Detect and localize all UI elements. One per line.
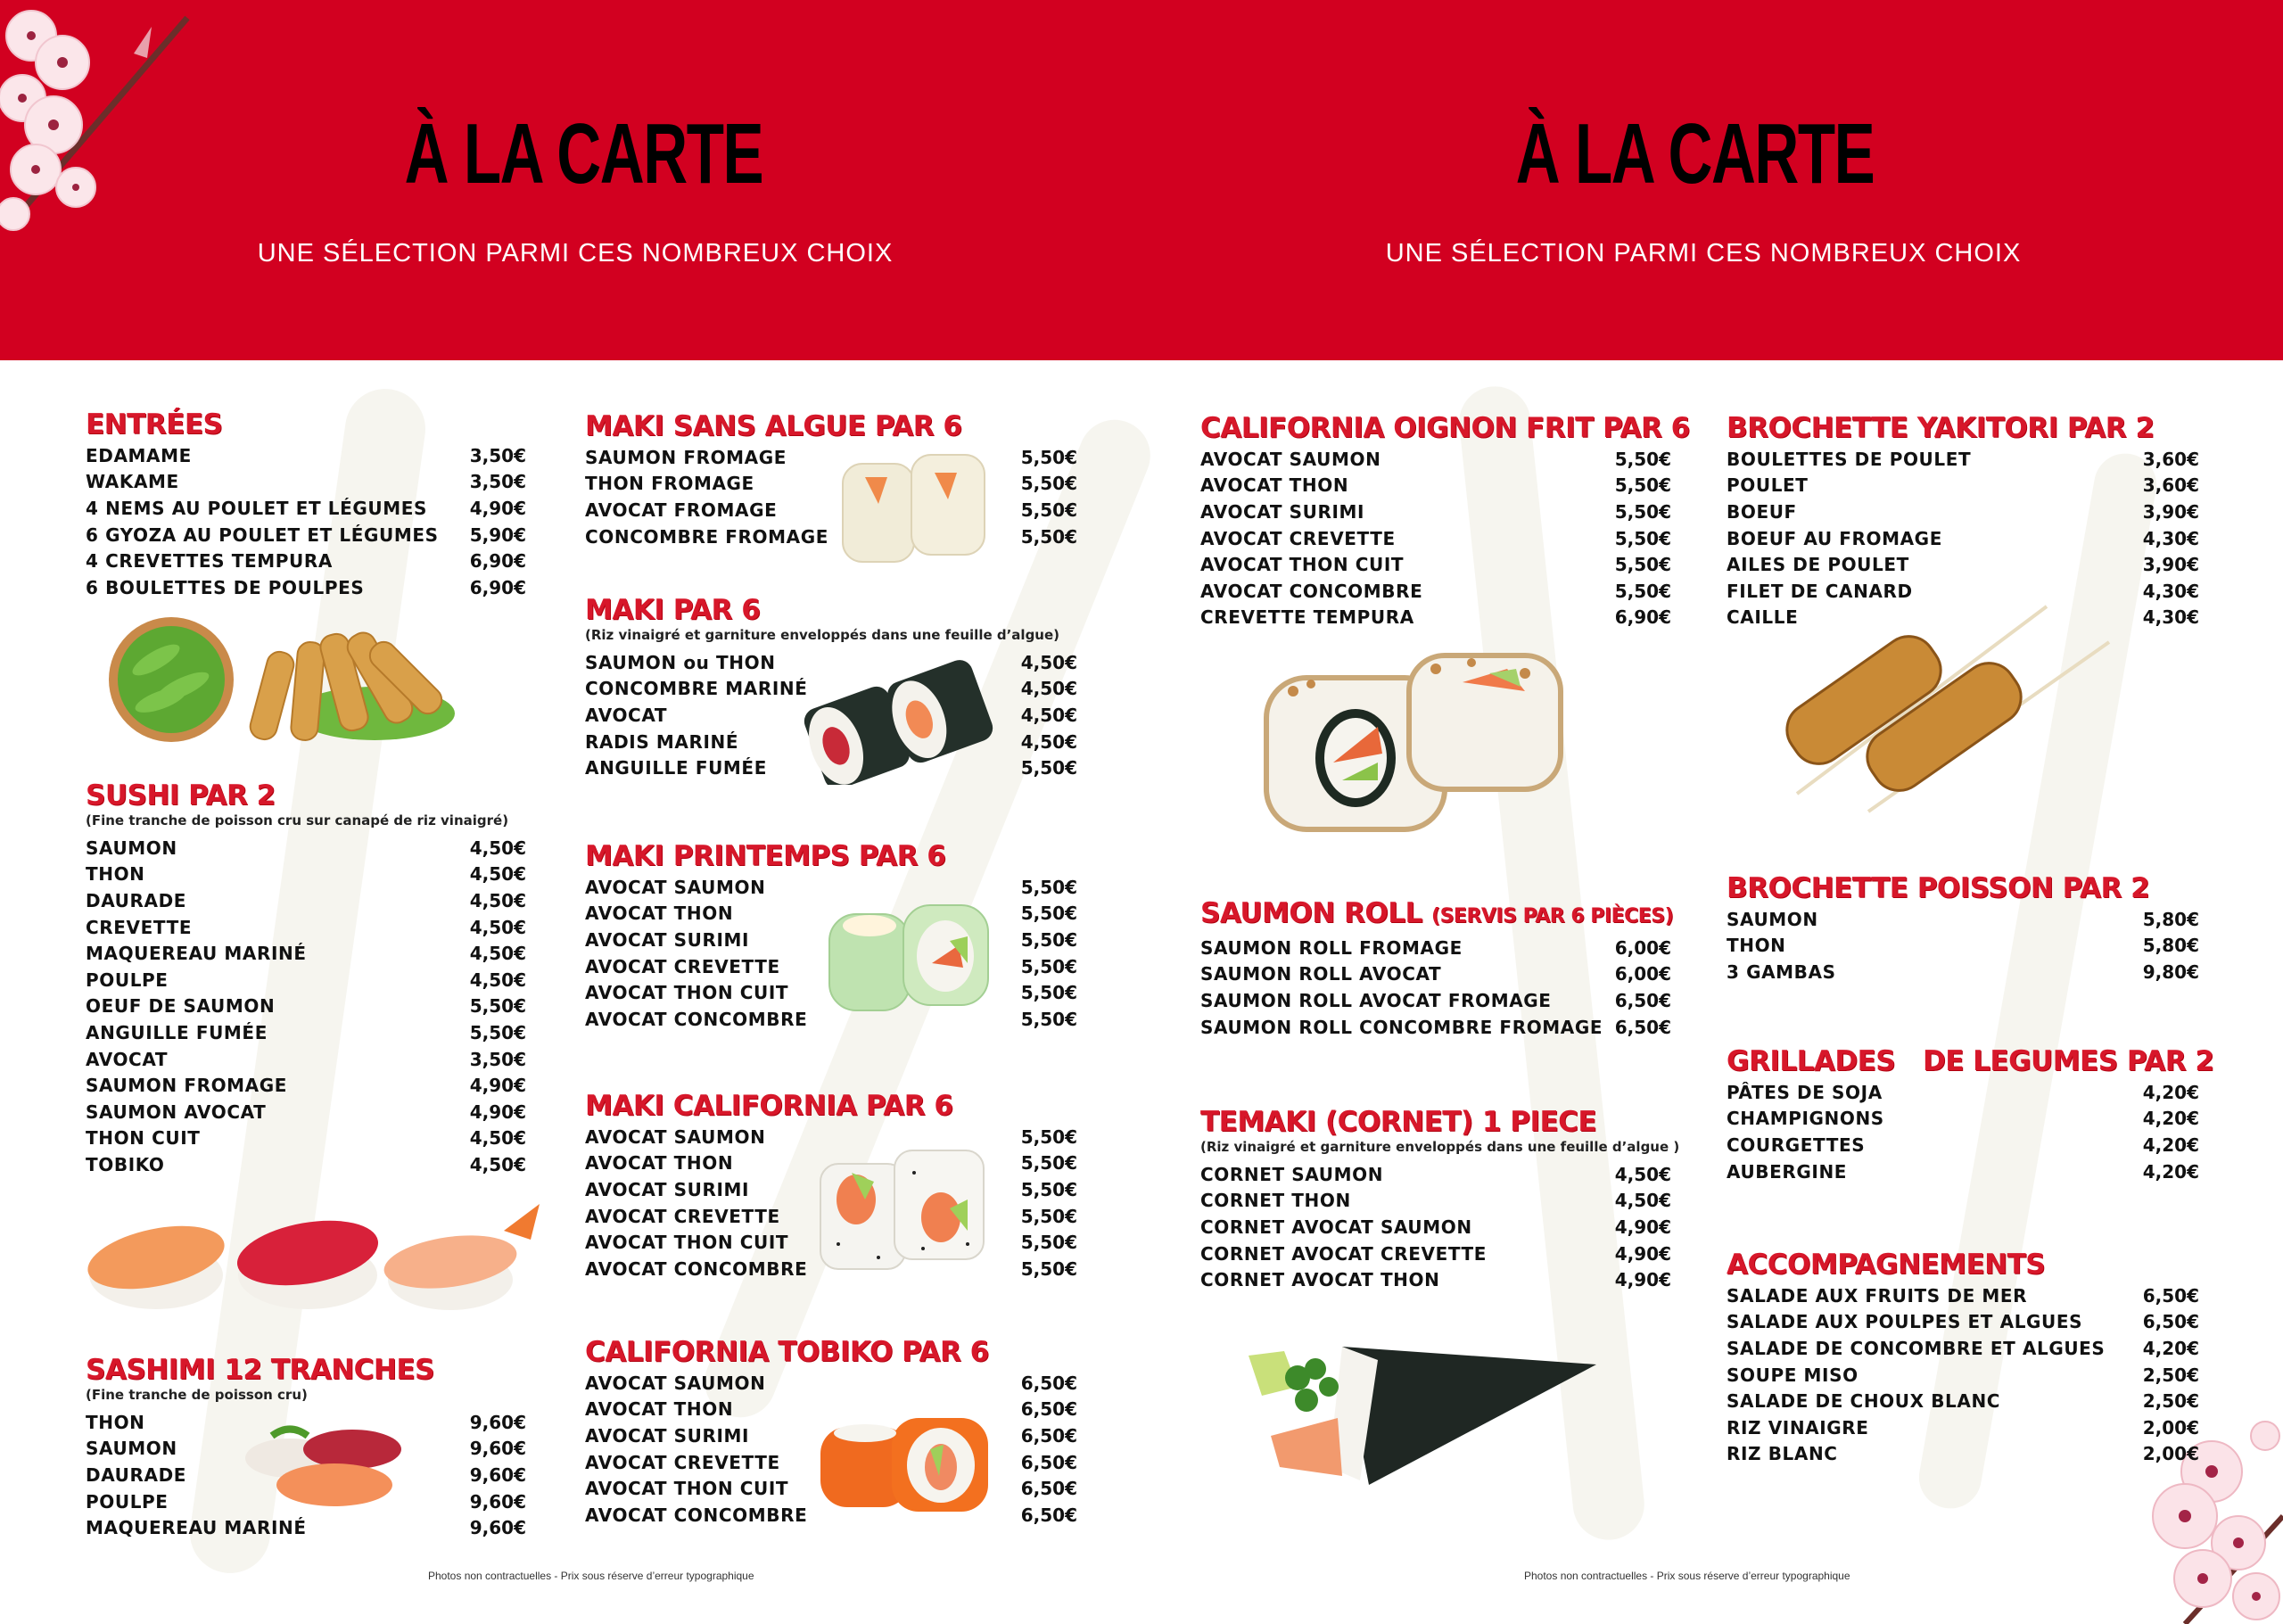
item-name: RIZ VINAIGRE [1727,1416,1869,1439]
item-price: 5,50€ [1020,928,1077,951]
page-subtitle: UNE SÉLECTION PARMI CES NOMBREUX CHOIX [1385,239,2022,268]
item-name: 6 GYOZA AU POULET ET LÉGUMES [86,523,439,546]
item-name: CORNET AVOCAT THON [1200,1269,1440,1291]
menu-item [1727,1441,2199,1468]
item-name: POULPE [86,1490,169,1513]
item-price: 4,30€ [2142,580,2199,602]
item-price: 4,50€ [1614,1163,1671,1185]
item-price: 5,50€ [469,995,526,1018]
item-name: CORNET AVOCAT SAUMON [1200,1216,1472,1238]
menu-item [86,1072,526,1099]
menu-item [86,1046,526,1073]
section-title: MAKI PAR 6 [585,594,761,626]
section-sushi [86,778,526,1178]
item-price: 4,50€ [1614,1190,1671,1212]
tempura-shrimp-photo [241,615,464,749]
menu-item [1200,1161,1671,1188]
item-name: AVOCAT THON CUIT [585,1232,789,1254]
item-name: SAUMON [1727,908,1818,930]
item-price: 5,80€ [2142,908,2199,930]
section-maki-sans-algue [585,408,1077,549]
menu-item [1727,1309,2199,1336]
menu-item [86,1019,526,1046]
item-name: TOBIKO [86,1153,165,1175]
item-price: 4,50€ [1020,678,1077,700]
section-title: ACCOMPAGNEMENTS [1727,1249,2046,1281]
menu-item [1727,1079,2199,1106]
menu-item [1727,525,2199,552]
item-name: AVOCAT [585,704,668,726]
item-price: 5,50€ [469,1021,526,1043]
footer-disclaimer: Photos non contractuelles - Prix sous réserve d’erreur typographique [428,1570,754,1582]
menu-item [86,967,526,993]
item-name: BOEUF [1727,500,1797,523]
item-price: 6,50€ [1020,1398,1077,1421]
item-price: 6,90€ [469,550,526,573]
item-price: 3,50€ [469,1048,526,1070]
menu-item [1200,551,1671,578]
section-note: (Riz vinaigré et garniture enveloppés dans une feuille d’algue) [585,627,1060,643]
california-oignon-frit-photo [1257,647,1570,834]
item-name: SAUMON AVOCAT [86,1101,267,1123]
item-price: 2,00€ [2142,1443,2199,1465]
california-tobiko-photo [816,1414,994,1516]
item-price: 6,50€ [1020,1478,1077,1500]
item-name: AVOCAT CONCOMBRE [585,1504,808,1526]
page-subtitle: UNE SÉLECTION PARMI CES NOMBREUX CHOIX [257,239,894,268]
item-name: 6 BOULETTES DE POULPES [86,576,365,598]
menu-item [1727,1158,2199,1185]
menu-item [1727,1362,2199,1389]
menu-item [1727,906,2199,933]
item-name: PÂTES DE SOJA [1727,1081,1883,1103]
section-title: BROCHETTE POISSON PAR 2 [1727,872,2150,904]
item-price: 5,90€ [469,523,526,546]
menu-item [86,914,526,941]
menu-item [86,887,526,914]
temaki-cone-photo [1244,1333,1601,1494]
section-title: GRILLADES DE LEGUMES PAR 2 [1727,1045,2214,1077]
item-price: 4,50€ [469,889,526,911]
item-price: 5,50€ [1614,527,1671,549]
item-name: AVOCAT CREVETTE [585,1205,780,1227]
item-name: COURGETTES [1727,1134,1866,1156]
menu-item [86,993,526,1020]
item-name: CHAMPIGNONS [1727,1108,1884,1130]
section-title: TEMAKI (CORNET) 1 PIECE [1200,1106,1597,1138]
item-name: MAQUEREAU MARINÉ [86,943,307,965]
item-name: AVOCAT CONCOMBRE [585,1257,808,1280]
item-price: 4,30€ [2142,527,2199,549]
item-price: 5,50€ [1020,1232,1077,1254]
item-name: 4 CREVETTES TEMPURA [86,550,333,573]
item-price: 6,50€ [1020,1424,1077,1447]
item-name: AVOCAT FROMAGE [585,499,778,521]
section-title: MAKI CALIFORNIA PAR 6 [585,1090,953,1122]
item-name: AVOCAT SAUMON [585,876,766,898]
menu-item [1727,959,2199,985]
item-price: 3,90€ [2142,554,2199,576]
item-price: 6,00€ [1614,963,1671,985]
section-title: SUSHI PAR 2 [86,779,276,812]
item-price: 5,50€ [1614,474,1671,497]
menu-item [86,861,526,888]
section-temaki [1200,1104,1680,1293]
sashimi-photo [236,1418,415,1512]
item-name: AVOCAT CONCOMBRE [585,1008,808,1030]
item-name: AVOCAT CONCOMBRE [1200,580,1423,602]
item-price: 6,00€ [1614,936,1671,959]
yakitori-skewer-photo [1761,589,2118,820]
section-note: (Riz vinaigré et garniture enveloppés dans une feuille d’algue ) [1200,1139,1680,1155]
item-name: 4 NEMS AU POULET ET LÉGUMES [86,497,428,519]
item-price: 6,50€ [2142,1311,2199,1333]
maki-california-photo [816,1146,994,1275]
menu-item [1200,446,1671,473]
item-name: BOEUF AU FROMAGE [1727,527,1942,549]
item-price: 2,50€ [2142,1364,2199,1386]
item-name: SAUMON FROMAGE [585,446,787,468]
item-name: DAURADE [86,1463,187,1486]
item-name: SALADE DE CONCOMBRE ET ALGUES [1727,1337,2106,1359]
section-grillades-legumes [1727,1043,2214,1184]
section-title: ENTRÉES [86,408,223,441]
item-name: AVOCAT SAUMON [585,1125,766,1148]
item-price: 4,20€ [2142,1337,2199,1359]
item-price: 6,50€ [2142,1284,2199,1307]
right-page-header [1142,0,2283,360]
menu-item [1200,473,1671,499]
item-name: THON [86,863,145,886]
menu-item [1200,1266,1671,1293]
section-title-main: SAUMON ROLL [1200,897,1422,929]
item-price: 4,50€ [469,1153,526,1175]
item-name: AVOCAT THON [585,1398,734,1421]
item-name: RIZ BLANC [1727,1443,1838,1465]
maki-photo [798,660,1003,785]
menu-item [1727,1106,2199,1133]
item-name: DAURADE [86,889,187,911]
item-name: EDAMAME [86,444,192,466]
item-price: 2,00€ [2142,1416,2199,1439]
item-price: 5,50€ [1020,525,1077,548]
item-name: AILES DE POULET [1727,554,1909,576]
item-price: 4,50€ [1020,730,1077,753]
menu-item [1200,935,1671,961]
item-name: AVOCAT THON [585,1152,734,1175]
section-note: (Fine tranche de poisson cru) [86,1387,308,1403]
menu-item [86,1125,526,1152]
item-price: 6,50€ [1020,1451,1077,1473]
item-name: RADIS MARINÉ [585,730,739,753]
item-name: SAUMON ROLL FROMAGE [1200,936,1463,959]
footer-disclaimer: Photos non contractuelles - Prix sous réserve d’erreur typographique [1524,1570,1850,1582]
menu-item [86,835,526,861]
item-price: 5,50€ [1020,876,1077,898]
item-price: 5,50€ [1614,448,1671,470]
item-name: SAUMON [86,837,177,859]
page-title: À LA CARTE [404,106,763,202]
item-price: 4,50€ [1020,704,1077,726]
menu-item [1727,1414,2199,1441]
item-price: 3,60€ [2142,474,2199,497]
section-brochette-poisson [1727,870,2199,985]
menu-item [1727,1282,2199,1309]
item-price: 3,50€ [469,444,526,466]
menu-item [86,495,526,522]
item-name: MAQUEREAU MARINÉ [86,1517,307,1539]
item-price: 9,60€ [469,1463,526,1486]
menu-item [585,523,1077,550]
edamame-photo [107,615,236,745]
menu-item [86,548,526,574]
item-name: THON [1727,935,1786,957]
item-name: AVOCAT THON CUIT [1200,554,1405,576]
item-name: SAUMON ou THON [585,651,776,673]
item-price: 6,50€ [1614,989,1671,1011]
item-price: 4,90€ [469,1075,526,1097]
item-name: CONCOMBRE FROMAGE [585,525,828,548]
item-name: AVOCAT SAUMON [585,1372,766,1394]
item-name: AVOCAT SURIMI [585,1424,750,1447]
item-name: SAUMON [86,1438,177,1460]
item-price: 5,50€ [1614,554,1671,576]
item-price: 5,50€ [1020,757,1077,779]
item-name: ANGUILLE FUMÉE [585,757,767,779]
section-title: BROCHETTE YAKITORI PAR 2 [1727,412,2155,444]
menu-item [1727,473,2199,499]
item-price: 9,80€ [2142,960,2199,983]
item-name: CREVETTE TEMPURA [1200,606,1414,629]
menu-item [86,574,526,601]
menu-item [86,469,526,496]
item-price: 4,90€ [469,497,526,519]
menu-item [1200,987,1671,1014]
section-accompagnements [1727,1247,2199,1467]
item-name: FILET DE CANARD [1727,580,1913,602]
item-name: CONCOMBRE MARINÉ [585,678,808,700]
item-price: 4,50€ [469,837,526,859]
item-name: CORNET SAUMON [1200,1163,1384,1185]
item-name: AVOCAT CREVETTE [585,955,780,977]
item-name: THON FROMAGE [585,473,754,495]
item-price: 2,50€ [2142,1390,2199,1413]
section-title: SASHIMI 12 TRANCHES [86,1354,434,1386]
item-price: 6,90€ [469,576,526,598]
item-name: AVOCAT SURIMI [1200,500,1365,523]
item-price: 5,50€ [1614,580,1671,602]
item-name: SAUMON FROMAGE [86,1075,288,1097]
section-title: CALIFORNIA TOBIKO PAR 6 [585,1336,989,1368]
item-name: AVOCAT SAUMON [1200,448,1381,470]
menu-item [1200,1241,1671,1267]
menu-item [1727,1388,2199,1414]
item-price: 5,50€ [1020,1178,1077,1200]
item-price: 4,50€ [469,916,526,938]
item-price: 4,50€ [469,863,526,886]
item-price: 5,50€ [1020,955,1077,977]
item-price: 6,50€ [1020,1504,1077,1526]
item-price: 9,60€ [469,1411,526,1433]
menu-item [86,1099,526,1125]
menu-item [585,471,1077,498]
menu-item [86,1514,526,1541]
menu-item [86,442,526,469]
item-name: SALADE DE CHOUX BLANC [1727,1390,2001,1413]
item-price: 5,50€ [1614,500,1671,523]
item-price: 6,90€ [1614,606,1671,629]
item-price: 5,50€ [1020,982,1077,1004]
item-price: 4,20€ [2142,1134,2199,1156]
menu-item [1200,1214,1671,1241]
item-price: 4,90€ [469,1101,526,1123]
item-name: BOULETTES DE POULET [1727,448,1972,470]
section-california-oignon-frit [1200,410,1690,631]
item-name: AVOCAT CREVETTE [585,1451,780,1473]
item-name: SAUMON ROLL AVOCAT [1200,963,1442,985]
menu-item [1200,499,1671,525]
menu-item [585,1370,1077,1397]
menu-item [1200,1014,1671,1041]
item-name: POULPE [86,969,169,991]
item-name: SOUPE MISO [1727,1364,1859,1386]
item-name: ANGUILLE FUMÉE [86,1021,268,1043]
menu-item [1727,933,2199,960]
item-price: 5,50€ [1020,446,1077,468]
section-title-suffix: (SERVIS PAR 6 PIÈCES) [1431,905,1674,927]
item-name: AVOCAT THON [585,903,734,925]
item-price: 5,50€ [1020,1125,1077,1148]
item-price: 4,20€ [2142,1108,2199,1130]
item-price: 5,50€ [1020,499,1077,521]
cherry-blossom-icon [0,0,205,241]
item-name: WAKAME [86,471,179,493]
item-name: AVOCAT SURIMI [585,928,750,951]
item-price: 9,60€ [469,1490,526,1513]
menu-item [585,444,1077,471]
maki-printemps-photo [825,901,1003,1017]
item-name: CORNET AVOCAT CREVETTE [1200,1242,1488,1265]
section-saumon-roll [1200,895,1674,1040]
menu-item [1727,1335,2199,1362]
item-price: 4,50€ [1020,651,1077,673]
item-name: SALADE AUX FRUITS DE MER [1727,1284,2028,1307]
item-name: OEUF DE SAUMON [86,995,276,1018]
item-price: 9,60€ [469,1517,526,1539]
item-price: 4,90€ [1614,1269,1671,1291]
item-price: 6,50€ [1614,1016,1671,1038]
menu-item [1200,605,1671,631]
item-name: 3 GAMBAS [1727,960,1836,983]
item-price: 4,30€ [2142,606,2199,629]
item-name: THON [86,1411,145,1433]
item-price: 5,50€ [1020,1008,1077,1030]
item-price: 5,50€ [1020,1257,1077,1280]
menu-item [1200,1188,1671,1215]
item-name: POULET [1727,474,1809,497]
menu-item [1727,446,2199,473]
item-name: AVOCAT CREVETTE [1200,527,1396,549]
item-name: SAUMON ROLL CONCOMBRE FROMAGE [1200,1016,1603,1038]
item-price: 4,20€ [2142,1160,2199,1183]
item-name: AVOCAT THON [1200,474,1349,497]
menu-item [1727,1132,2199,1158]
item-price: 9,60€ [469,1438,526,1460]
section-title: MAKI SANS ALGUE PAR 6 [585,410,962,442]
menu-item [1200,961,1671,988]
item-price: 6,50€ [1020,1372,1077,1394]
item-price: 5,80€ [2142,935,2199,957]
item-price: 3,90€ [2142,500,2199,523]
page-title: À LA CARTE [1515,106,1875,202]
section-title: CALIFORNIA OIGNON FRIT PAR 6 [1200,412,1690,444]
item-price: 5,50€ [1020,1152,1077,1175]
item-name: SALADE AUX POULPES ET ALGUES [1727,1311,2083,1333]
item-name: AVOCAT THON CUIT [585,1478,789,1500]
menu-item [1727,499,2199,525]
item-name: SAUMON ROLL AVOCAT FROMAGE [1200,989,1552,1011]
section-entrees [86,407,526,601]
item-name: CREVETTE [86,916,193,938]
nigiri-photo [85,1186,548,1320]
item-name: AVOCAT THON CUIT [585,982,789,1004]
item-price: 4,90€ [1614,1242,1671,1265]
item-price: 4,50€ [469,1127,526,1150]
menu-item [585,874,1077,901]
item-name: AVOCAT [86,1048,169,1070]
item-name: THON CUIT [86,1127,201,1150]
menu-item [86,1151,526,1178]
item-price: 4,50€ [469,943,526,965]
item-name: AVOCAT SURIMI [585,1178,750,1200]
item-price: 4,20€ [2142,1081,2199,1103]
section-note: (Fine tranche de poisson cru sur canapé de riz vinaigré) [86,812,509,828]
item-name: CORNET THON [1200,1190,1351,1212]
item-name: AUBERGINE [1727,1160,1848,1183]
section-title [1200,895,1674,935]
menu-item [86,940,526,967]
menu-item [1200,578,1671,605]
menu-item [1200,525,1671,552]
item-price: 3,50€ [469,471,526,493]
section-title: MAKI PRINTEMPS PAR 6 [585,840,946,872]
item-price: 4,90€ [1614,1216,1671,1238]
item-price: 5,50€ [1020,903,1077,925]
item-name: CAILLE [1727,606,1799,629]
maki-sans-algue-photo [838,450,990,566]
menu-item [1727,551,2199,578]
menu-item [86,522,526,548]
item-price: 4,50€ [469,969,526,991]
item-price: 5,50€ [1020,473,1077,495]
menu-item [585,497,1077,523]
item-price: 3,60€ [2142,448,2199,470]
item-price: 5,50€ [1020,1205,1077,1227]
